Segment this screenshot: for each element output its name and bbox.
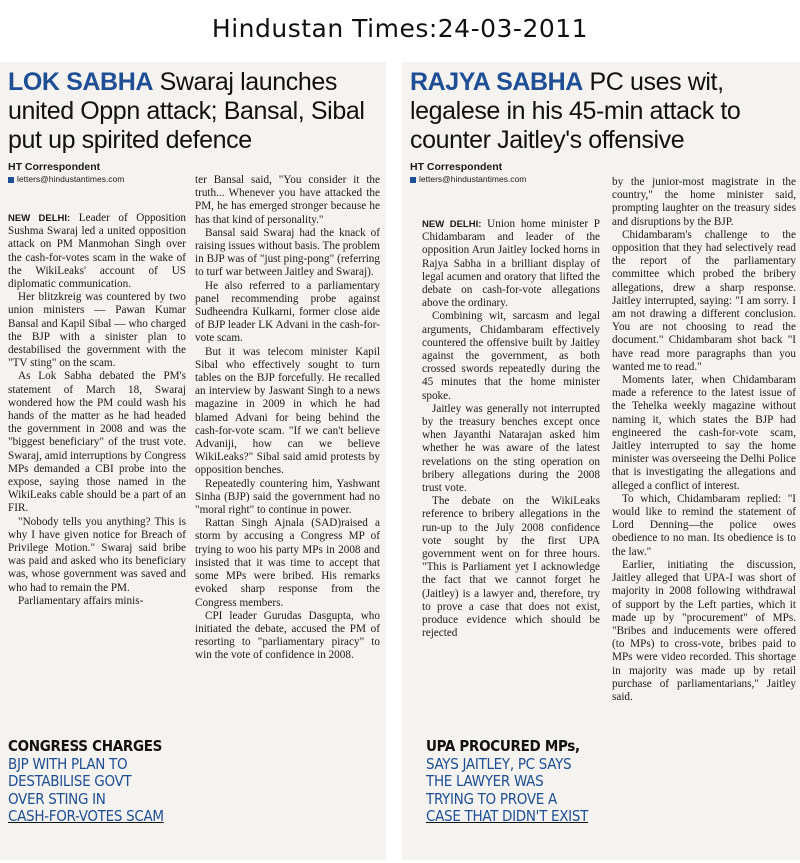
rajya-sabha-column-1 [422,218,600,641]
paragraph: by the junior-most magistrate in the country," the home minister said, prompting laughter on the treasury sides and disruptions by the BJP. [612,176,796,228]
paragraph: Jaitley was generally not interrupted by the treasury benches except once when Jayanthi Natarajan asked him whether he was aware of the latest revelations on the sting operation on bribery allegations during the 2008 trust vote. [422,402,600,495]
rajya-sabha-email-text: letters@hindustantimes.com [419,174,527,184]
pullquote-line: TRYING TO PROVE A [426,789,557,808]
paragraph: NEW DELHI: Union home minister P Chidambaram and leader of the opposition Arun Jaitley locked horns in Rajya Sabha in a brilliant display of legal acumen and oratory that lifted the debate on cash-for-vote allegations above the ordinary. [422,218,601,310]
bullet-square-icon [410,177,416,183]
pullquote-line: OVER STING IN [8,789,106,808]
masthead: Hindustan Times:24-03-2011 [211,14,589,43]
pullquote-line: CASE THAT DIDN'T EXIST [426,807,589,825]
dateline: NEW DELHI: [422,219,482,230]
dateline: NEW DELHI: [8,213,71,224]
paragraph: Combining wit, sarcasm and legal arguments, Chidambaram effectively countered the offensive built by Jaitley against the government, as both crossed swords repeatedly during the 45 minutes that the home minister spoke. [422,310,600,402]
pullquote-line: BJP WITH PLAN TO [8,754,128,773]
rajya-sabha-headline [402,62,800,155]
paragraph: Earlier, initiating the discussion, Jaitley alleged that UPA-I was short of majority in 2008 following withdrawal of support by the Left parties, which it made up by "procurement" of MPs. "Bribes and inducements were offered (to MPs) to cross-vote, bribes paid to MPs were video recorded. This shortage in majority was made up by retail purchase of parliamentarians," Jaitley said. [612,558,796,703]
paragraph: Chidambaram's challenge to the opposition that they had selectively read the report of the parliamentary committee which probed the bribery allegations, drew a sharp response. Jaitley interrupted, saying: "I am sorry. I am not drawing a different conclusion. You are not choosing to read the document." Chidambaram shot back "I have read more paragraphs than you wanted me to read." [612,228,796,373]
pullquote-line: CASH-FOR-VOTES SCAM [8,807,164,825]
lok-sabha-pullquote [8,738,190,826]
rajya-sabha-headline-text: PC uses wit, legalese in his 45-min attack to counter Jaitley's offensive [410,68,741,154]
paragraph: Moments later, when Chidambaram made a reference to the latest issue of the Tehelka weekly magazine without naming it, which states the BJP had engineered the cash-for-vote scam, Jaitley interrupted to say the home minister was overseeing the Delhi Police that is investigating the allegations and alleged a conflict of interest. [612,374,796,492]
paragraph: "Nobody tells you anything? This is why I have given notice for Breach of Privilege Motion." Swaraj said bribe was paid and asked who its beneficiary was, whose government was saved and who had to remain the PM. [8,515,186,594]
paragraph: CPI leader Gurudas Dasgupta, who initiated the debate, accused the PM of resorting to "parliamentary piracy" to win the vote of confidence in 2008. [195,609,380,662]
pullquote-line: UPA PROCURED MPs, [426,737,580,755]
paragraph: He also referred to a parliamentary panel recommending probe against Sudheendra Kulkarni, former close aide of BJP leader LK Advani in the cash-for-vote scam. [195,279,380,345]
paragraph: To which, Chidambaram replied: "I would like to remind the statement of Lord Denning—the police owes obedience to no man. Its obedience is to the law." [612,492,796,558]
paragraph: ter Bansal said, "You consider it the truth... Whenever you have attacked the PM, he has emerged stronger because he has that kind of personality." [195,174,380,226]
lok-sabha-headline [0,62,386,155]
lok-sabha-headline-text: Swaraj launches united Oppn attack; Bansal, Sibal put up spirited defence [8,68,365,154]
rajya-sabha-column-2 [612,176,796,704]
rajya-sabha-byline: HT Correspondent [410,161,503,173]
paragraph: Repeatedly countering him, Yashwant Sinha (BJP) said the government had no "moral right" to continue in power. [195,477,380,517]
paragraph: The debate on the WikiLeaks reference to bribery allegations in the run-up to the July 2008 confidence vote sought by the first UPA government went on for three hours. "This is Parliament yet I acknowledge the fact that we cannot forget he (Jaitley) is a lawyer and, therefore, try to prove a case that does not exist, produce evidence which should be rejected [422,495,600,640]
pullquote-line: CONGRESS CHARGES [8,737,163,755]
paragraph: But it was telecom minister Kapil Sibal who effectively sought to turn tables on the BJP forcefully. He recalled an interview by Jaswant Singh to a news magazine in 2009 in which he had blamed Advani for being behind the cash-for-vote scam. "If we can't believe Advaniji, how can we believe WikiLeaks?" Sibal said amid protests by opposition benches. [195,345,380,477]
paragraph: Rattan Singh Ajnala (SAD)raised a storm by accusing a Congress MP of trying to woo his party MPs in 2008 and insisted that it was time to accept that some MPs were bribed. His remarks evoked sharp response from the Congress members. [195,517,380,609]
lok-sabha-byline: HT Correspondent [8,161,101,173]
lok-sabha-column-2 [195,174,380,663]
lok-sabha-email-text: letters@hindustantimes.com [17,174,125,184]
lok-sabha-kicker: LOK SABHA [8,68,154,96]
pullquote-line: THE LAWYER WAS [426,772,544,790]
paragraph: Bansal said Swaraj had the knack of raising issues without basis. The problem in BJP was of "just ping-pong" (referring to turf war between Jaitley and Swaraj). [195,226,380,279]
rajya-sabha-pullquote [426,738,612,826]
pullquote-line: DESTABILISE GOVT [8,772,132,790]
paragraph: NEW DELHI: Leader of Opposition Sushma Swaraj led a united opposition attack on PM Manmohan Singh over the cash-for-votes scam in the wake of the WikiLeaks' account of US diplomatic communication. [8,212,187,291]
paragraph: Her blitzkreig was countered by two union ministers — Pawan Kumar Bansal and Kapil Sibal — who charged the BJP with a sinister plan to destabilised the government with the "TV sting" on the scam. [8,291,186,370]
rajya-sabha-kicker: RAJYA SABHA [410,68,583,96]
rajya-sabha-clipping [402,62,800,860]
bullet-square-icon [8,177,14,183]
paragraph: As Lok Sabha debated the PM's statement of March 18, Swaraj wondered how the PM could wash his hands of the matter as he had headed the government in 2008 and was the "biggest beneficiary" of the trust vote. Swaraj, amid interruptions by Congress MPs demanded a CBI probe into the expose, saying those named in the WikiLeaks cable should be a part of an FIR. [8,370,186,515]
lok-sabha-clipping [0,62,386,860]
paragraph: Parliamentary affairs minis- [18,594,144,607]
pullquote-line: SAYS JAITLEY, PC SAYS [426,754,572,773]
lok-sabha-column-1 [8,212,186,608]
